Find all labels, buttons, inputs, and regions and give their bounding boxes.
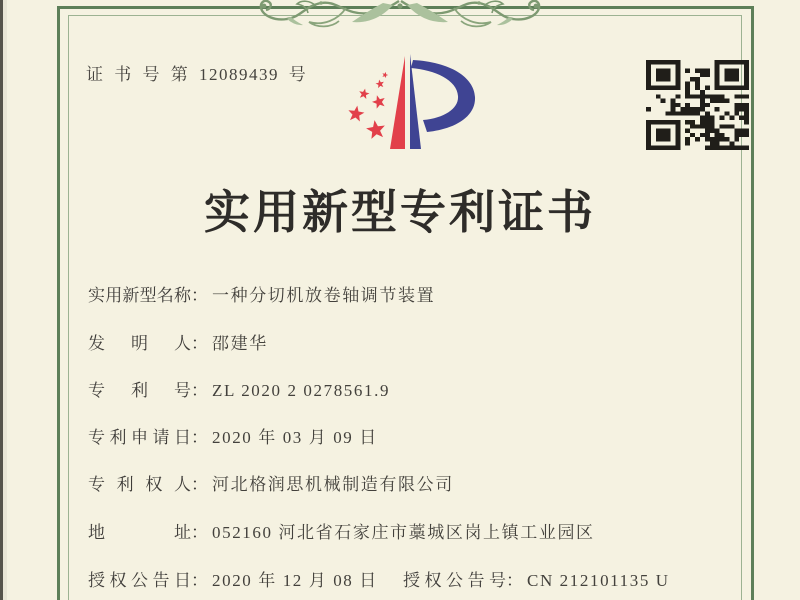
colon: ： — [191, 286, 208, 305]
colon: ： — [191, 381, 208, 400]
field-label: 专利号 — [88, 381, 191, 400]
colon: ： — [191, 428, 208, 447]
colon: ： — [191, 475, 208, 494]
field-patent-number — [88, 376, 390, 401]
field-value: 一种分切机放卷轴调节装置 — [212, 286, 436, 305]
field-patentee — [88, 470, 454, 495]
field-value: 2020 年 12 月 08 日 — [212, 571, 378, 590]
field-value: 邵建华 — [212, 334, 268, 353]
field-value: CN 212101135 U — [527, 571, 670, 590]
colon: ： — [191, 334, 208, 353]
field-value: 2020 年 03 月 09 日 — [212, 428, 378, 447]
colon: ： — [506, 571, 523, 590]
field-label: 专利权人 — [88, 475, 191, 494]
field-label: 授权公告号 — [403, 571, 506, 590]
field-value: 河北格润思机械制造有限公司 — [212, 475, 454, 494]
field-label: 实用新型名称 — [88, 286, 191, 305]
field-label: 专利申请日 — [88, 428, 191, 447]
field-grant-announcement-date — [88, 566, 378, 591]
field-address — [88, 518, 595, 543]
certificate-number: 证 书 号 第 12089439 号 — [86, 65, 308, 84]
colon: ： — [191, 571, 208, 590]
field-value: 052160 河北省石家庄市藁城区岗上镇工业园区 — [212, 523, 595, 542]
field-grant-announcement-number — [403, 566, 670, 591]
field-inventor — [88, 329, 268, 354]
field-label: 发明人 — [88, 334, 191, 353]
flourish-ornament-icon — [248, 0, 552, 31]
field-utility-model-name — [88, 281, 435, 306]
field-filing-date — [88, 423, 378, 448]
field-label: 授权公告日 — [88, 571, 191, 590]
field-value: ZL 2020 2 0278561.9 — [212, 381, 391, 400]
colon: ： — [191, 523, 208, 542]
certificate-title: 实用新型专利证书 — [204, 187, 596, 238]
field-label: 地址 — [88, 523, 191, 542]
scan-page-edge-highlight — [3, 0, 7, 600]
cnipa-patent-logo-icon — [328, 52, 483, 167]
qr-code-icon — [646, 60, 749, 150]
